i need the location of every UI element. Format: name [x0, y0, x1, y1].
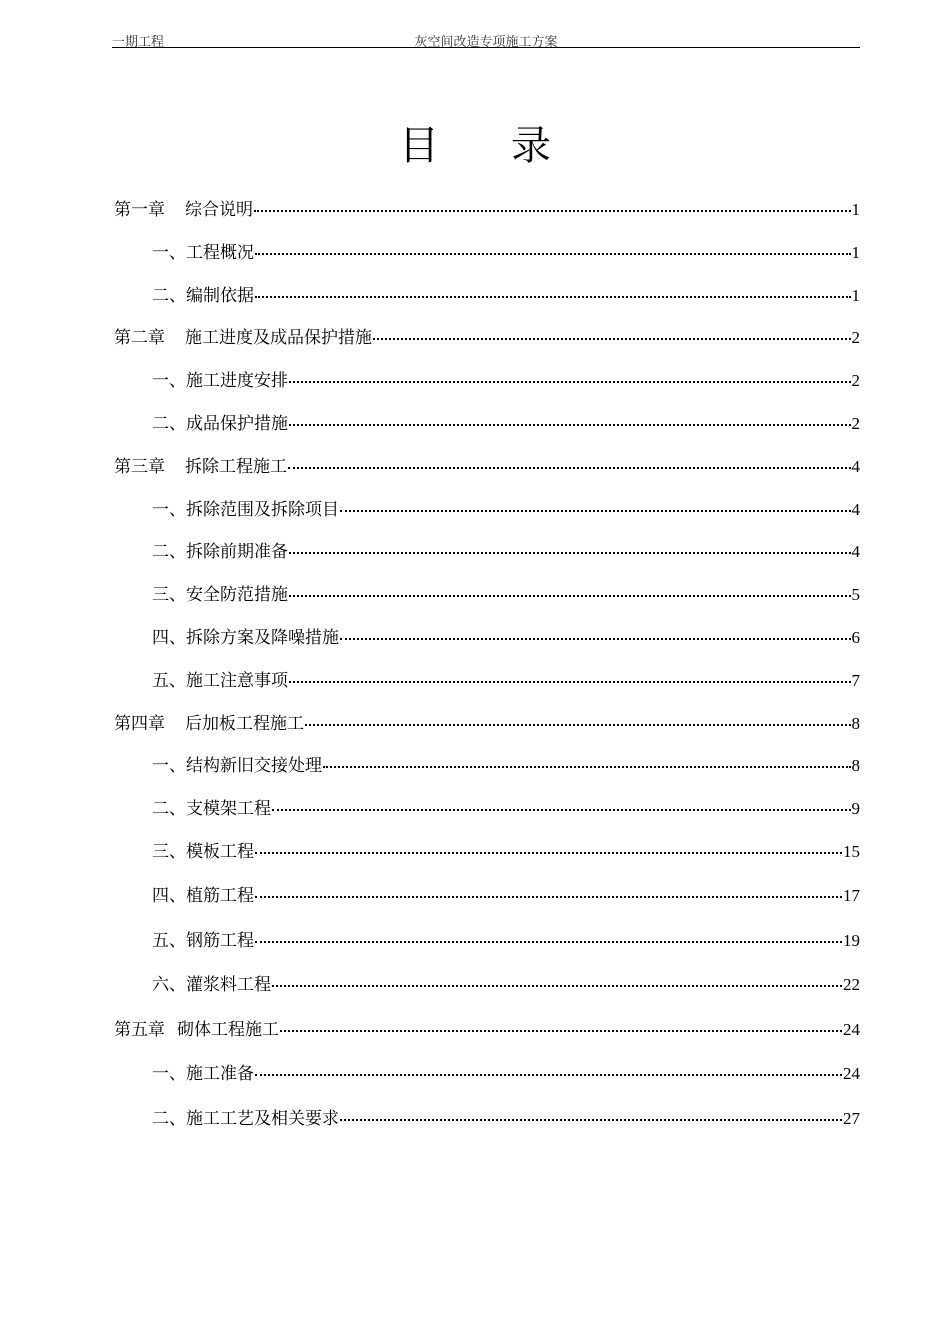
toc-chapter-number: 第一章: [114, 200, 165, 220]
toc-section-entry[interactable]: [114, 623, 860, 666]
toc-entry-label: [114, 1015, 279, 1040]
toc-dot-leader: [289, 681, 851, 683]
toc-entry-label: [152, 366, 288, 391]
toc-entry-text: 一、拆除范围及拆除项目: [152, 499, 339, 520]
toc-dot-leader: [272, 809, 851, 811]
toc-entry-label: [152, 623, 339, 648]
toc-dot-leader: [272, 985, 842, 987]
toc-entry-label: [152, 580, 288, 605]
toc-entry-label: [152, 837, 254, 862]
toc-section-entry[interactable]: [114, 495, 860, 538]
toc-dot-leader: [323, 766, 851, 768]
toc-page-number: 8: [851, 713, 860, 733]
toc-entry-text: 一、施工进度安排: [152, 371, 288, 392]
toc-chapter-entry[interactable]: [114, 709, 860, 752]
toc-dot-leader: [255, 1074, 842, 1076]
toc-dot-leader: [255, 296, 851, 298]
toc-chapter-entry[interactable]: [114, 452, 860, 495]
toc-entry-text: 四、拆除方案及降噪措施: [152, 627, 339, 648]
toc-entry-label: [152, 238, 254, 263]
toc-entry-label: [152, 666, 288, 691]
toc-page-number: 22: [843, 975, 860, 995]
toc-entry-label: [114, 195, 253, 220]
toc-entry-text: 一、施工准备: [152, 1064, 254, 1085]
toc-section-entry[interactable]: [114, 926, 860, 971]
header-document-title: 灰空间改造专项施工方案: [414, 35, 558, 50]
toc-page-number: 24: [843, 1019, 860, 1039]
toc-section-entry[interactable]: [114, 794, 860, 837]
toc-page-number: 4: [851, 456, 860, 476]
toc-dot-leader: [373, 338, 851, 340]
toc-section-entry[interactable]: [114, 881, 860, 926]
toc-section-entry[interactable]: [114, 970, 860, 1015]
toc-dot-leader: [254, 210, 851, 212]
toc-section-entry[interactable]: [114, 580, 860, 623]
toc-dot-leader: [289, 595, 851, 597]
toc-dot-leader: [340, 638, 851, 640]
toc-dot-leader: [255, 896, 842, 898]
toc-section-entry[interactable]: [114, 409, 860, 452]
toc-page-number: 4: [851, 499, 860, 519]
toc-entry-label: [152, 495, 339, 520]
toc-page-number: 1: [851, 242, 860, 262]
toc-dot-leader: [289, 552, 851, 554]
toc-entry-text: 一、工程概况: [152, 242, 254, 263]
toc-dot-leader: [280, 1030, 842, 1032]
toc-entry-label: [152, 281, 254, 306]
toc-chapter-entry[interactable]: [114, 323, 860, 366]
toc-entry-text: 二、支模架工程: [152, 799, 271, 820]
toc-dot-leader: [288, 467, 851, 469]
toc-title: 目录: [399, 123, 623, 169]
toc-page-number: 15: [843, 841, 860, 861]
toc-chapter-entry[interactable]: [114, 1015, 860, 1060]
table-of-contents: [114, 195, 860, 1148]
toc-dot-leader: [340, 510, 851, 512]
toc-page-number: 4: [851, 542, 860, 562]
toc-section-entry[interactable]: [114, 837, 860, 882]
toc-entry-text: 拆除工程施工: [185, 456, 287, 477]
toc-entry-text: 二、成品保护措施: [152, 413, 288, 434]
toc-section-entry[interactable]: [114, 1059, 860, 1104]
toc-page-number: 1: [851, 285, 860, 305]
toc-entry-label: [114, 709, 304, 734]
toc-entry-label: [152, 409, 288, 434]
toc-dot-leader: [340, 1119, 842, 1121]
toc-dot-leader: [305, 724, 851, 726]
toc-chapter-number: 第三章: [114, 456, 165, 477]
toc-page-number: 24: [843, 1064, 860, 1084]
toc-dot-leader: [255, 253, 851, 255]
toc-entry-text: 后加板工程施工: [185, 713, 304, 734]
toc-section-entry[interactable]: [114, 751, 860, 794]
toc-entry-label: [152, 1104, 339, 1129]
toc-section-entry[interactable]: [114, 281, 860, 324]
toc-entry-text: 一、结构新旧交接处理: [152, 756, 322, 777]
toc-entry-text: 二、编制依据: [152, 285, 254, 306]
toc-section-entry[interactable]: [114, 666, 860, 709]
toc-entry-text: 三、安全防范措施: [152, 585, 288, 606]
toc-dot-leader: [289, 424, 851, 426]
toc-dot-leader: [289, 381, 851, 383]
toc-chapter-number: 第五章: [114, 1019, 165, 1040]
toc-entry-label: [152, 1059, 254, 1084]
toc-page-number: 6: [851, 627, 860, 647]
toc-entry-text: 四、植筋工程: [152, 886, 254, 907]
toc-entry-text: 施工进度及成品保护措施: [185, 328, 372, 349]
toc-entry-text: 六、灌浆料工程: [152, 975, 271, 996]
toc-section-entry[interactable]: [114, 537, 860, 580]
toc-entry-label: [114, 323, 372, 348]
toc-section-entry[interactable]: [114, 366, 860, 409]
toc-entry-text: 二、施工工艺及相关要求: [152, 1108, 339, 1129]
toc-entry-text: 砌体工程施工: [177, 1019, 279, 1040]
toc-page-number: 5: [851, 585, 860, 605]
toc-chapter-number: 第四章: [114, 713, 165, 734]
page-header: [112, 29, 860, 48]
toc-page-number: 17: [843, 886, 860, 906]
toc-entry-text: 二、拆除前期准备: [152, 542, 288, 563]
toc-page-number: 8: [851, 756, 860, 776]
toc-entry-label: [152, 537, 288, 562]
toc-page-number: 1: [851, 200, 860, 219]
toc-entry-text: 综合说明: [185, 200, 253, 220]
toc-entry-label: [152, 926, 254, 951]
toc-page-number: 19: [843, 930, 860, 950]
toc-section-entry[interactable]: [114, 238, 860, 281]
toc-entry-text: 五、施工注意事项: [152, 670, 288, 691]
toc-entry-label: [152, 751, 322, 776]
toc-page-number: 2: [851, 371, 860, 391]
toc-chapter-number: 第二章: [114, 328, 165, 349]
toc-page-number: 27: [843, 1108, 860, 1128]
toc-entry-label: [152, 794, 271, 819]
toc-entry-label: [114, 452, 287, 477]
toc-dot-leader: [255, 852, 842, 854]
toc-section-entry[interactable]: [114, 1104, 860, 1149]
toc-page-number: 2: [851, 413, 860, 433]
toc-entry-text: 三、模板工程: [152, 841, 254, 862]
toc-page-number: 2: [851, 328, 860, 348]
header-project: 一期工程: [112, 35, 165, 50]
toc-dot-leader: [255, 941, 842, 943]
toc-entry-text: 五、钢筋工程: [152, 930, 254, 951]
toc-page-number: 7: [851, 670, 860, 690]
toc-entry-label: [152, 970, 271, 995]
toc-chapter-entry[interactable]: [114, 195, 860, 238]
toc-entry-label: [152, 881, 254, 906]
toc-page-number: 9: [851, 799, 860, 819]
